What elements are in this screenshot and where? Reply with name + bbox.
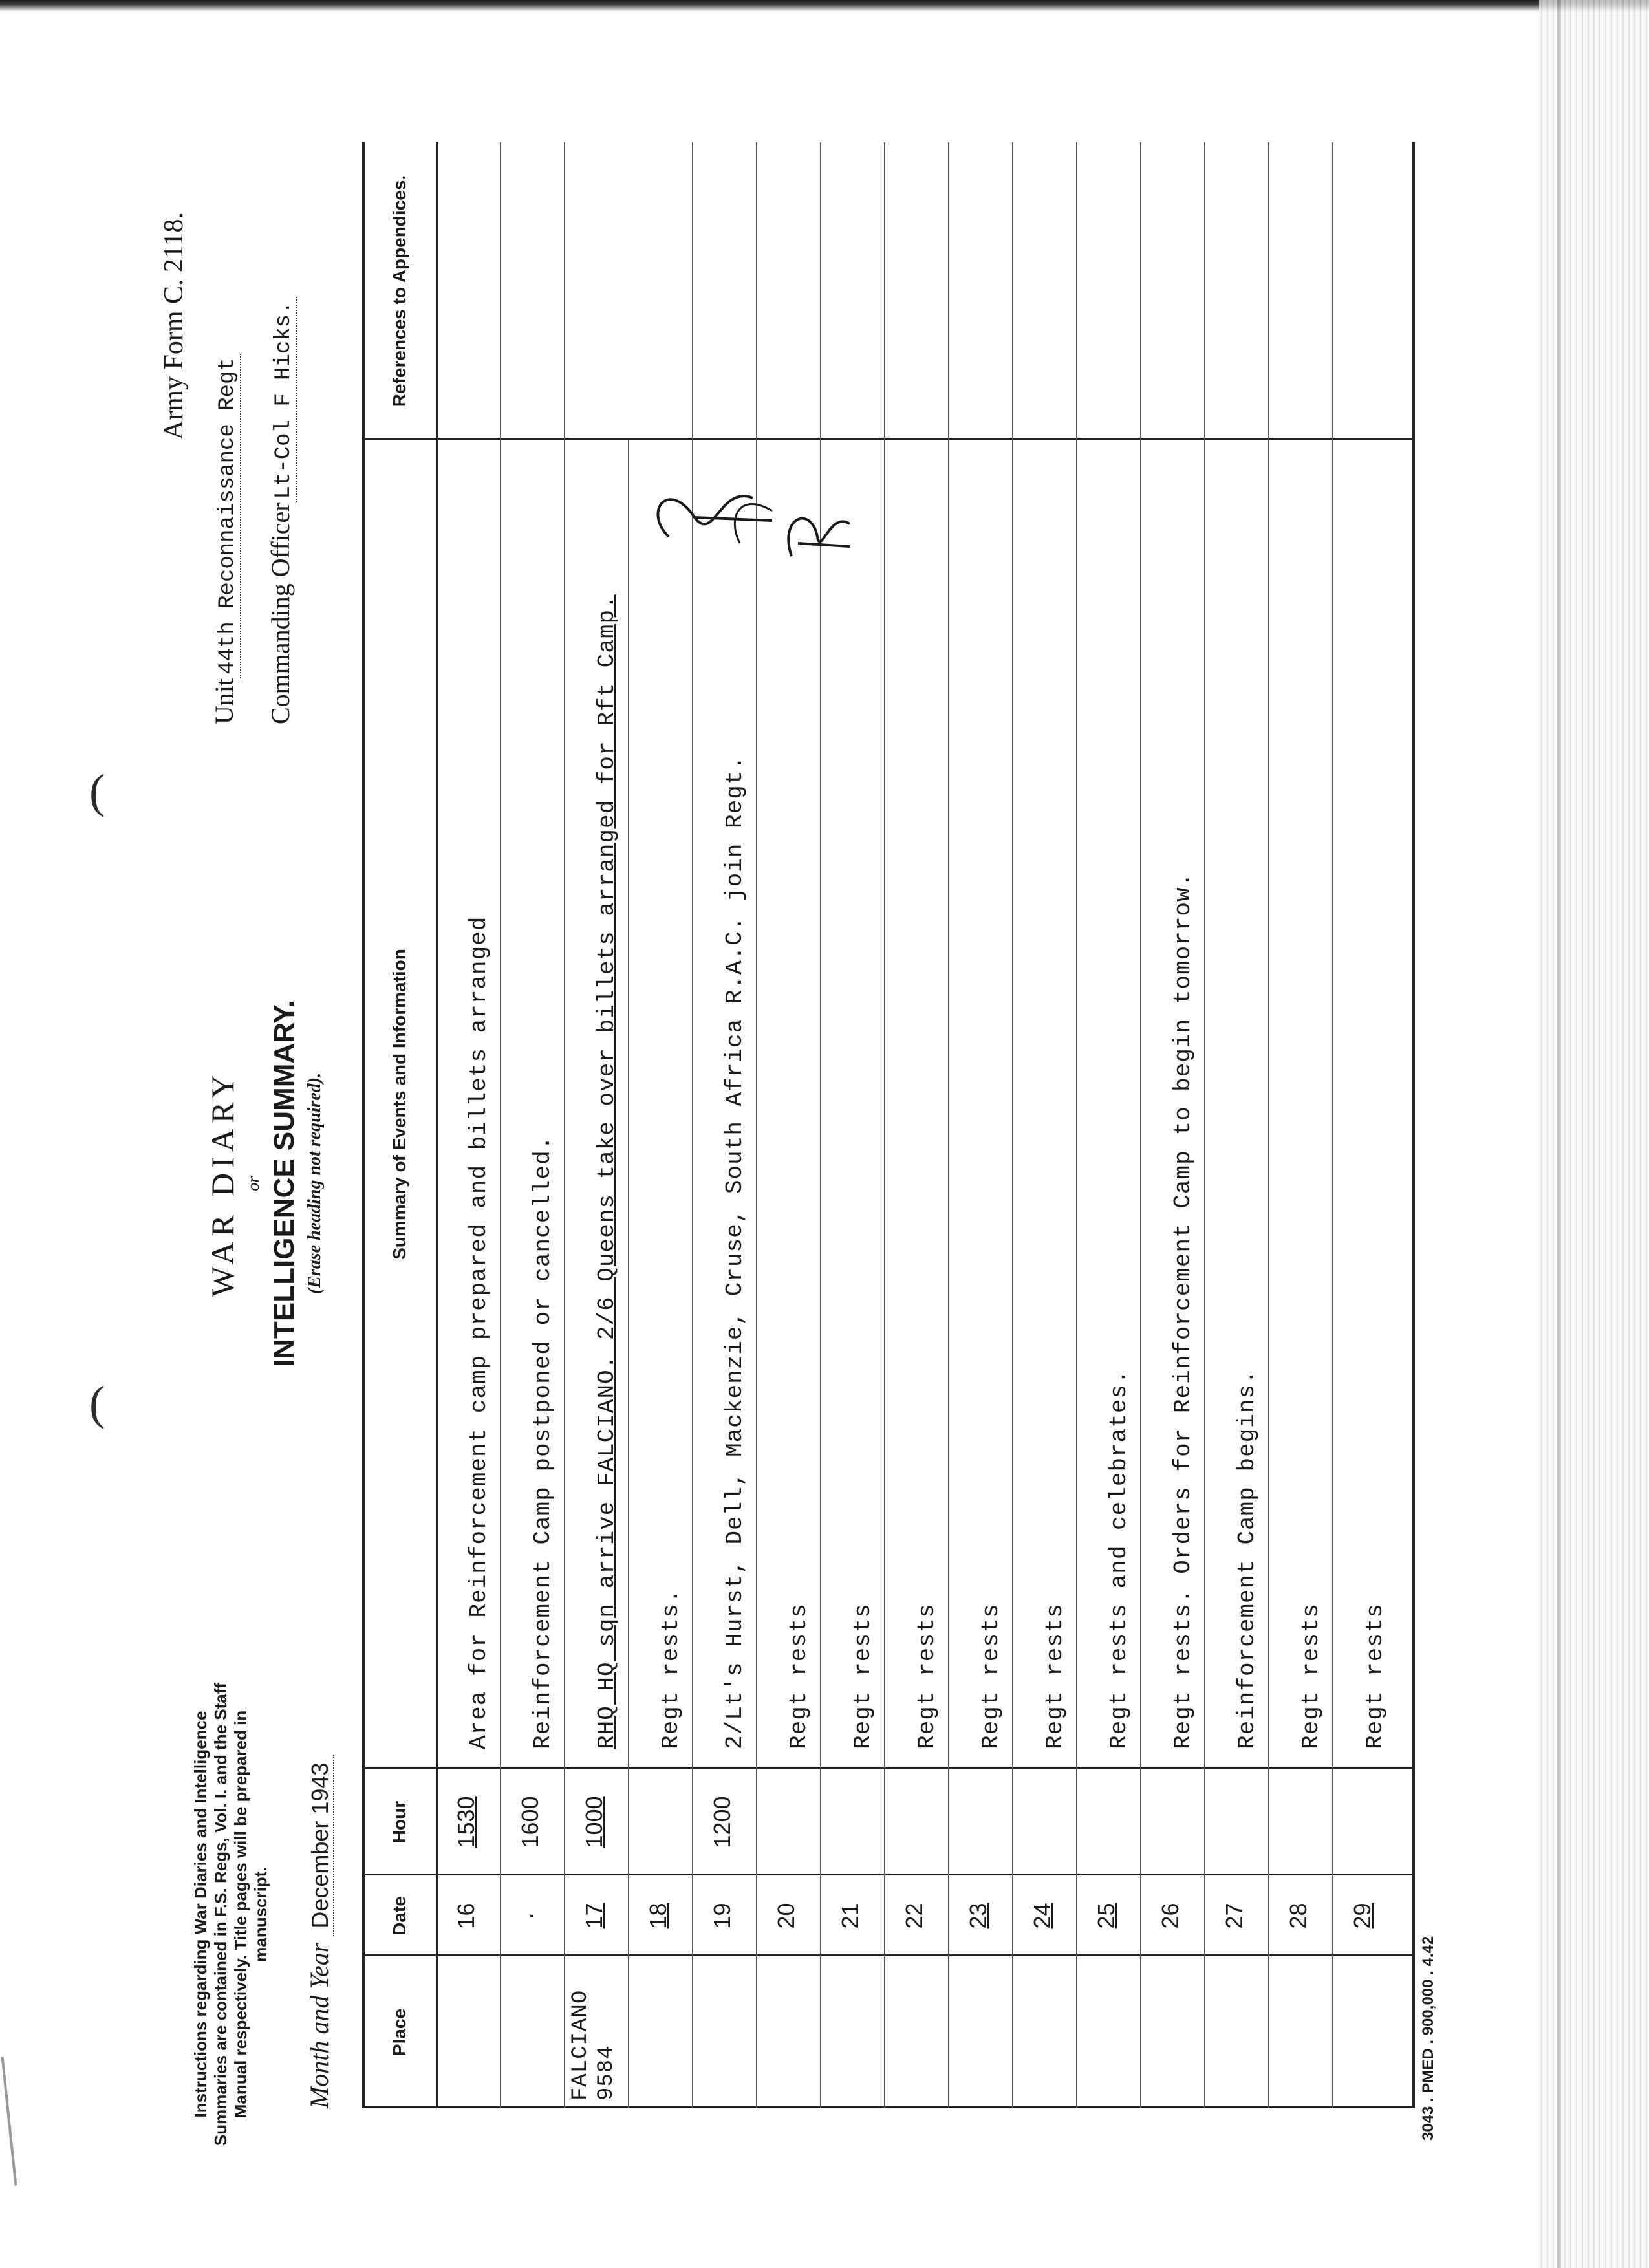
commanding-officer-value: Lt-Col F Hicks. — [272, 297, 297, 502]
date-cell: 29 — [1349, 1903, 1375, 1929]
col-header-hour: Hour — [389, 1800, 409, 1844]
row-divider — [884, 142, 885, 2108]
erase-note: (Erase heading not required). — [305, 1072, 325, 1295]
form-heading — [204, 892, 325, 1474]
commanding-officer-field — [265, 297, 296, 724]
row-divider — [1012, 142, 1013, 2108]
hour-cell: 1200 — [709, 1796, 735, 1848]
date-cell: 18 — [645, 1903, 671, 1929]
date-cell: 23 — [965, 1903, 991, 1929]
summary-cell: RHQ HQ sqn arrive FALCIANO. 2/6 Queens take over billets arranged for Rft Camp. — [594, 594, 620, 1749]
summary-cell: Regt rests — [914, 1603, 940, 1749]
date-cell: 27 — [1221, 1903, 1247, 1929]
instructions-note: Instructions regarding War Diaries and Intelligence Summaries are contained in F.S. Regs, Vol. I. and the Staff Manual respectively. Title pages will be prepared in manuscript. — [191, 1682, 270, 2146]
form-number: Army Form C. 2118. — [159, 212, 189, 440]
date-cell: 16 — [453, 1903, 479, 1929]
date-cell: 28 — [1285, 1903, 1311, 1929]
row-divider — [1076, 142, 1077, 2108]
unit-field — [209, 354, 240, 724]
col-header-references: References to Appendices. — [389, 175, 409, 407]
hour-cell: 1600 — [517, 1796, 543, 1848]
unit-value: 44th Reconnaissance Regt — [215, 354, 241, 678]
page-title: WAR DIARY — [204, 1070, 241, 1297]
hour-cell: 1530 — [453, 1796, 479, 1848]
date-cell: 19 — [709, 1903, 735, 1929]
commanding-officer-label: Commanding Officer — [266, 502, 295, 724]
unit-label: Unit — [210, 678, 239, 724]
margin-mark — [1, 2057, 17, 2185]
summary-cell: Regt rests — [1298, 1603, 1324, 1749]
summary-cell: Regt rests — [1042, 1603, 1068, 1749]
row-divider — [1332, 142, 1333, 2108]
col-header-date: Date — [389, 1896, 409, 1936]
row-divider — [1268, 142, 1269, 2108]
officer-initials-signature — [779, 498, 856, 569]
print-code: 3043 . PMED . 900,000 . 4.42 — [1419, 1936, 1437, 2141]
date-cell: 22 — [901, 1903, 927, 1929]
row-divider — [1140, 142, 1141, 2108]
row-divider — [500, 142, 501, 2108]
date-cell: 24 — [1029, 1903, 1055, 1929]
row-divider — [1204, 142, 1205, 2108]
summary-cell: Area for Reinforcement camp prepared and billets arranged — [466, 916, 492, 1749]
row-divider — [948, 142, 949, 2108]
heading-or: or — [244, 1176, 263, 1191]
row-divider — [692, 142, 693, 2108]
date-cell: 20 — [773, 1903, 799, 1929]
summary-cell: Regt rests — [1362, 1603, 1388, 1749]
officer-initials-signature — [643, 466, 792, 556]
summary-cell: Reinforcement Camp postponed or cancelled. — [530, 1135, 556, 1749]
summary-cell: Regt rests. Orders for Reinforcement Camp to begin tomorrow. — [1170, 872, 1196, 1749]
date-cell: 21 — [837, 1903, 863, 1929]
hour-cell: 1000 — [581, 1796, 607, 1848]
scan-top-edge — [0, 0, 1649, 12]
date-cell: 17 — [581, 1903, 607, 1929]
month-year-field — [304, 1755, 334, 2108]
month-year-label: Month and Year — [305, 1942, 334, 2108]
col-header-summary: Summary of Events and Information — [389, 949, 409, 1260]
summary-cell: Regt rests — [850, 1603, 876, 1749]
summary-cell: 2/Lt's Hurst, Dell, Mackenzie, Cruse, South Africa R.A.C. join Regt. — [722, 755, 748, 1749]
summary-cell: Regt rests — [978, 1603, 1004, 1749]
month-year-value: December 1943 — [307, 1755, 334, 1936]
row-divider — [628, 440, 629, 2108]
date-cell: · — [517, 1912, 543, 1920]
war-diary-form — [139, 78, 1458, 2147]
summary-cell: Regt rests — [786, 1603, 812, 1749]
date-cell: 26 — [1157, 1903, 1183, 1929]
scan-right-edge — [1539, 0, 1649, 2268]
row-divider — [564, 142, 565, 2108]
summary-cell: Regt rests and celebrates. — [1106, 1369, 1132, 1749]
date-cell: 25 — [1093, 1903, 1119, 1929]
punch-hole-mark: ( — [89, 765, 105, 818]
diary-table — [362, 142, 1415, 2108]
row-divider — [756, 142, 757, 2108]
page-subtitle: INTELLIGENCE SUMMARY. — [268, 1000, 300, 1367]
punch-hole-mark: ( — [89, 1377, 105, 1430]
col-header-place: Place — [389, 2008, 409, 2057]
row-divider — [820, 142, 821, 2108]
summary-cell: Regt rests. — [658, 1588, 684, 1749]
summary-cell: Reinforcement Camp begins. — [1234, 1369, 1260, 1749]
place-cell: FALCIANO 9584 — [568, 1989, 619, 2101]
